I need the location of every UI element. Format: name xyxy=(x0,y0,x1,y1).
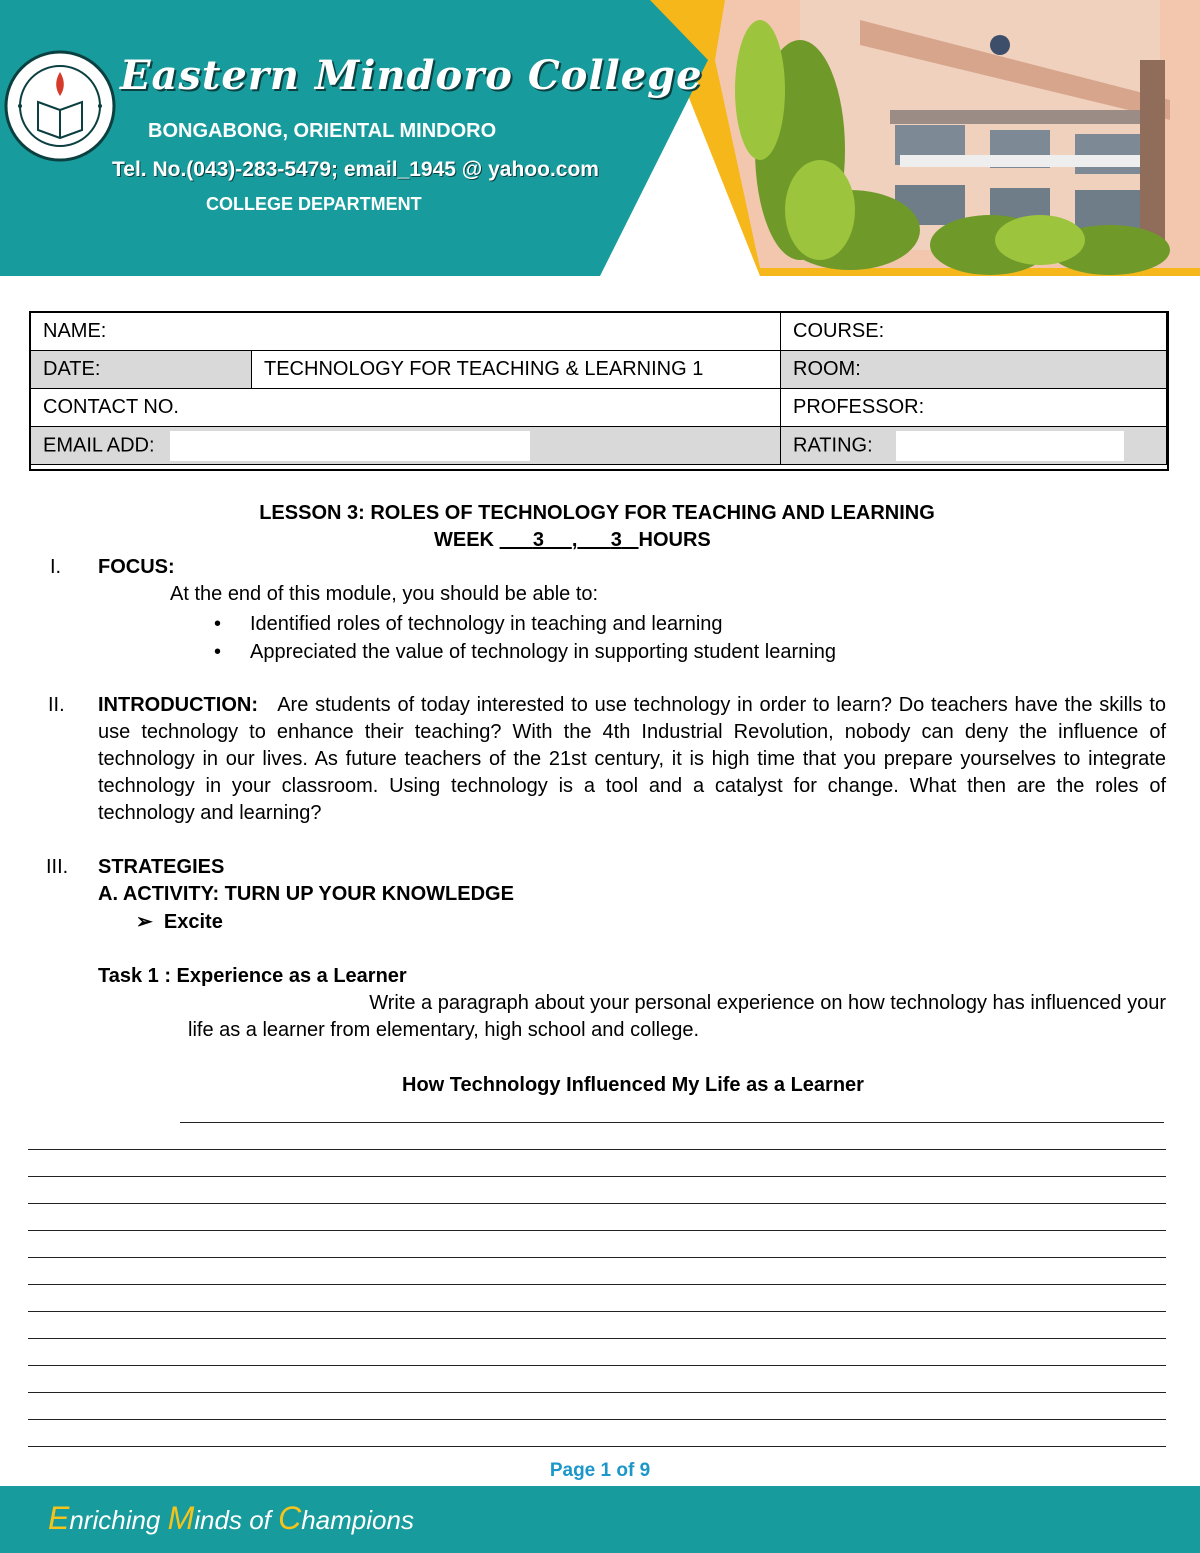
contact-label: CONTACT NO. xyxy=(43,396,179,418)
hours-label: HOURS xyxy=(638,529,711,551)
introduction-paragraph xyxy=(98,692,1166,827)
name-field[interactable] xyxy=(31,313,781,351)
college-name: Eastern Mindoro College xyxy=(120,52,703,99)
page-number: Page 1 of 9 xyxy=(549,1460,651,1481)
focus-bullet-2: • Appreciated the value of technology in supporting student learning xyxy=(214,641,836,663)
college-logo xyxy=(4,50,116,162)
focus-intro: At the end of this module, you should be able to: xyxy=(170,583,599,605)
task-title: Task 1 : Experience as a Learner xyxy=(98,965,407,987)
info-row-email xyxy=(31,427,1167,465)
student-info-table xyxy=(30,312,1167,465)
introduction-text: Are students of today interested to use technology in order to learn? Do teachers have the skills to use technology to enhance their teaching? With the 4th Industrial Revolution, nobody can deny the influence of technology in our lives. As future teachers of the 21st century, it is high time that you prepare yourselves to integrate technology in your classroom. Using technology is a tool and a catalyst for change. What then are the roles of technology and learning? xyxy=(98,694,1167,824)
info-row-date xyxy=(31,351,1167,389)
info-row-name xyxy=(31,313,1167,351)
writing-line[interactable] xyxy=(28,1257,1166,1258)
page-header xyxy=(0,0,1200,276)
task-instruction-line-2: life as a learner from elementary, high school and college. xyxy=(188,1019,700,1041)
focus-numeral: I. xyxy=(50,556,62,578)
strategies-heading: STRATEGIES xyxy=(98,856,225,878)
task-instruction-line-1: Write a paragraph about your personal experience on how technology has influenced your xyxy=(369,992,1166,1014)
name-label: NAME: xyxy=(43,320,107,342)
introduction-heading: INTRODUCTION: xyxy=(98,694,258,716)
writing-line[interactable] xyxy=(28,1311,1166,1312)
writing-line[interactable] xyxy=(180,1122,1164,1123)
writing-line[interactable] xyxy=(28,1419,1166,1420)
bullet-icon: • xyxy=(214,613,222,635)
focus-heading: FOCUS: xyxy=(98,556,175,578)
info-row-contact xyxy=(31,389,1167,427)
writing-line[interactable] xyxy=(28,1203,1166,1204)
date-field[interactable] xyxy=(31,351,252,389)
email-input-box[interactable] xyxy=(170,431,530,461)
subject-cell xyxy=(252,351,781,389)
writing-line[interactable] xyxy=(28,1446,1166,1447)
writing-line[interactable] xyxy=(28,1392,1166,1393)
email-field[interactable] xyxy=(31,427,781,465)
room-label: ROOM: xyxy=(793,358,861,380)
rating-input-box[interactable] xyxy=(896,431,1124,461)
date-label: DATE: xyxy=(43,358,101,380)
professor-label: PROFESSOR: xyxy=(793,396,925,418)
writing-line[interactable] xyxy=(28,1176,1166,1177)
college-contact: Tel. No.(043)-283-5479; email_1945 @ yahoo.com xyxy=(112,158,599,181)
writing-line[interactable] xyxy=(28,1365,1166,1366)
email-label: EMAIL ADD: xyxy=(43,433,155,456)
week-value: 3 , 3 xyxy=(532,529,622,551)
contact-field[interactable] xyxy=(31,389,781,427)
writing-line[interactable] xyxy=(28,1284,1166,1285)
week-label: WEEK xyxy=(434,529,494,551)
college-address: BONGABONG, ORIENTAL MINDORO xyxy=(148,120,497,142)
writing-line[interactable] xyxy=(28,1338,1166,1339)
activity-heading: A. ACTIVITY: TURN UP YOUR KNOWLEDGE xyxy=(98,883,514,905)
introduction-numeral: II. xyxy=(48,694,65,716)
professor-field[interactable] xyxy=(781,389,1167,427)
rating-label: RATING: xyxy=(793,433,873,456)
lesson-title: LESSON 3: ROLES OF TECHNOLOGY FOR TEACHING AND LEARNING xyxy=(259,502,935,524)
footer-tagline: Enriching Minds of Champions xyxy=(48,1500,414,1536)
room-field[interactable] xyxy=(781,351,1167,389)
building-photo xyxy=(715,0,1200,275)
subject-text: TECHNOLOGY FOR TEACHING & LEARNING 1 xyxy=(264,358,704,380)
excite-item: ➢ Excite xyxy=(136,911,223,933)
writing-line[interactable] xyxy=(28,1230,1166,1231)
bullet-icon: • xyxy=(214,641,222,663)
strategies-numeral: III. xyxy=(46,856,69,878)
rating-field[interactable] xyxy=(781,427,1167,465)
college-department: COLLEGE DEPARTMENT xyxy=(206,194,422,214)
course-label: COURSE: xyxy=(793,320,885,342)
week-hours-line xyxy=(434,527,711,554)
essay-title: How Technology Influenced My Life as a Learner xyxy=(402,1074,864,1096)
arrow-bullet-icon: ➢ xyxy=(136,911,153,933)
writing-line[interactable] xyxy=(28,1149,1166,1150)
course-field[interactable] xyxy=(781,313,1167,351)
focus-bullet-1: • Identified roles of technology in teaching and learning xyxy=(214,613,723,635)
